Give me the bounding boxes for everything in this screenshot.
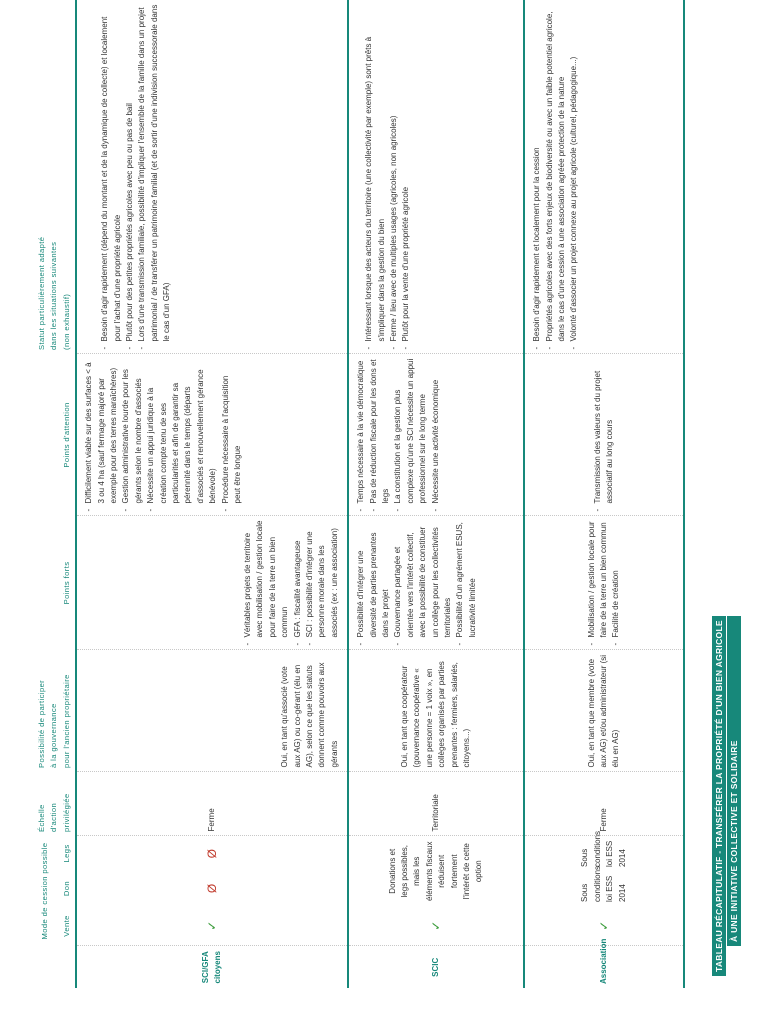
header-vente: Vente	[54, 906, 76, 946]
list-item: - Temps nécessaire à la vie démocratique	[355, 358, 367, 511]
gouvernance-cell: Oui, en tant que coopérateur (gouvernance coopérative « une personne = 1 voix », en collèges organisés par parties prenantes : fermiers, salariés, citoyens...)	[348, 650, 524, 772]
list-item: - Difficilement viable sur des surfaces < à 3 ou 4 ha (sauf fermage majoré par exemple pour des terres maraîchères)	[83, 358, 120, 511]
header-row-1	[36, 0, 54, 988]
header-gouvernance-line3: pour l'ancien propriétaire	[61, 674, 71, 768]
table-row	[348, 0, 524, 988]
title-line-2: À UNE INITIATIVE COLLECTIVE ET SOLIDAIRE	[727, 616, 741, 946]
header-legs: Legs	[54, 836, 76, 871]
row-label: SCIC	[431, 957, 441, 977]
gouvernance-cell: Oui, en tant qu'associé (vote aux AG) ou co-gérant (élu en AG), selon ce que les statuts donnent comme pouvoirs aux gérants	[76, 650, 348, 772]
list-item: - Besoin d'agir rapidement et localement pour la cession	[531, 2, 543, 350]
list-item: - Lors d'une transmission familiale, possibilité d'impliquer l'ensemble de la famille dans un projet patrimonial / de transférer un patrimoine familial (et de sortir d'une indivision successorale dans le cas d'un GFA)	[136, 2, 173, 350]
list-item: - Possibilité d'intégrer une diversité de parties prenantes dans le projet	[355, 520, 392, 645]
header-echelle	[36, 772, 76, 836]
list-item: - Nécessite une activité économique	[430, 358, 442, 511]
page-title	[712, 616, 740, 976]
null-icon: Ø	[205, 883, 220, 894]
header-mode-cession: Mode de cession possible	[39, 842, 49, 940]
list-item: - Facilité de création	[610, 520, 622, 645]
points-forts-cell	[76, 516, 348, 650]
list-item: - Volonté d'associer un projet connexe au projet agricole (culturel, pédagogique...)	[568, 2, 580, 350]
header-gouvernance-line2: à la gouvernance	[49, 703, 59, 768]
list-item: - La constitution et la gestion plus complexe qu'une SCI nécessite un appui professionnel sur le long terme	[392, 358, 429, 511]
table-row	[524, 0, 684, 988]
header-statut	[36, 0, 76, 354]
list-item: - Nécessite un appui juridique à la création compte tenu de ses particularités et afin de garantir sa pérennité dans le temps (départs d'associés et renouvellement gérance bénévole)	[145, 358, 219, 511]
list-item: - GFA : fiscalité avantageuse	[292, 520, 304, 645]
table-row	[76, 0, 348, 988]
legs-cell: Sous conditions loi ESS 2014	[580, 830, 627, 867]
row-label: Association	[599, 938, 609, 984]
check-icon: ✓	[524, 906, 684, 946]
points-attention-cell	[348, 354, 524, 516]
list-item: - Gouvernance partagée et orientée vers l'intérêt collectif, avec la possibilité de constituer un collège pour les collectivités territoriales	[392, 520, 454, 645]
list-item: - Propriétés agricoles avec des forts enjeux de biodiversité ou avec un faible potentiel agricole, dans le cas d'une cession à une association agréée protection de la nature	[544, 2, 569, 350]
list-item: - Intéressant lorsque des acteurs du territoire (une collectivité par exemple) sont prêts à s'impliquer dans la gestion du bien	[363, 2, 388, 350]
list-item: - Possibilité d'un agrément ESUS, lucrativité limitée	[454, 520, 479, 645]
echelle-cell: Ferme	[524, 772, 684, 836]
header-gouvernance-line1: Possibilité de participer	[37, 679, 46, 768]
summary-table	[36, 0, 685, 988]
list-item: - Pas de réduction fiscale pour les dons et legs	[368, 358, 393, 511]
header-points-forts: Points forts	[36, 516, 76, 650]
list-item: - Gestion administrative lourde pour les gérants selon le nombre d'associés	[120, 358, 145, 511]
header-points-attention: Points d'attention	[36, 354, 76, 516]
check-icon: ✓	[348, 906, 524, 946]
list-item: - Véritables projets de territoire avec mobilisation / gestion locale pour faire de la terre un bien commun	[242, 520, 292, 645]
echelle-cell: Ferme	[76, 772, 348, 836]
header-echelle-line2: privilégiée	[61, 793, 71, 832]
list-item: - Mobilisation / gestion locale pour faire de la terre un bien commun	[586, 520, 611, 645]
don-legs-cell: Donations et legs possibles, mais les éléments fiscaux réduisent fortement l'intérêt de cette option	[387, 841, 484, 902]
list-item: - Plutôt pour la vente d'une propriété agricole	[400, 2, 412, 350]
row-label: SCI/GFA citoyens	[200, 951, 223, 984]
null-icon: Ø	[205, 849, 220, 859]
list-item: - Besoin d'agir rapidement (dépend du montant et de la dynamique de collecte) et localement pour l'achat d'une propriété agricole	[99, 2, 124, 350]
list-item: - Transmission des valeurs et du projet associatif au long cours	[592, 358, 617, 511]
points-forts-cell	[524, 516, 684, 650]
check-icon: ✓	[76, 906, 348, 946]
header-don: Don	[54, 871, 76, 906]
header-gouvernance	[36, 650, 76, 772]
points-forts-cell	[348, 516, 524, 650]
don-cell: Sous conditions loi ESS 2014	[580, 865, 627, 902]
list-item: - Procédure nécessaire à l'acquisition peut être longue	[220, 358, 245, 511]
points-attention-cell	[76, 354, 348, 516]
gouvernance-cell: Oui, en tant que membre (vote aux AG) et/ou administrateur (si élu en AG)	[524, 650, 684, 772]
header-echelle-line1: Échelle d'action	[37, 802, 59, 832]
statut-cell	[524, 0, 684, 354]
header-statut-line1: Statut particulièrement adapté	[37, 236, 46, 350]
statut-cell	[76, 0, 348, 354]
header-statut-line3: (non exhaustif)	[61, 293, 71, 350]
echelle-cell: Territoriale	[348, 772, 524, 836]
list-item: - SCI : possibilité d'intégrer une personne morale dans les associés (ex : une association)	[304, 520, 341, 645]
list-item: - Plutôt pour des petites propriétés agricoles avec peu ou pas de bail	[124, 2, 136, 350]
list-item: - Ferme / lieu avec de multiples usages (agricoles, non agricoles)	[388, 2, 400, 350]
header-statut-line2: dans les situations suivantes	[49, 241, 59, 350]
points-attention-cell	[524, 354, 684, 516]
statut-cell	[348, 0, 524, 354]
title-line-1: TABLEAU RÉCAPITULATIF - TRANSFÉRER LA PROPRIÉTÉ D'UN BIEN AGRICOLE	[712, 616, 726, 976]
